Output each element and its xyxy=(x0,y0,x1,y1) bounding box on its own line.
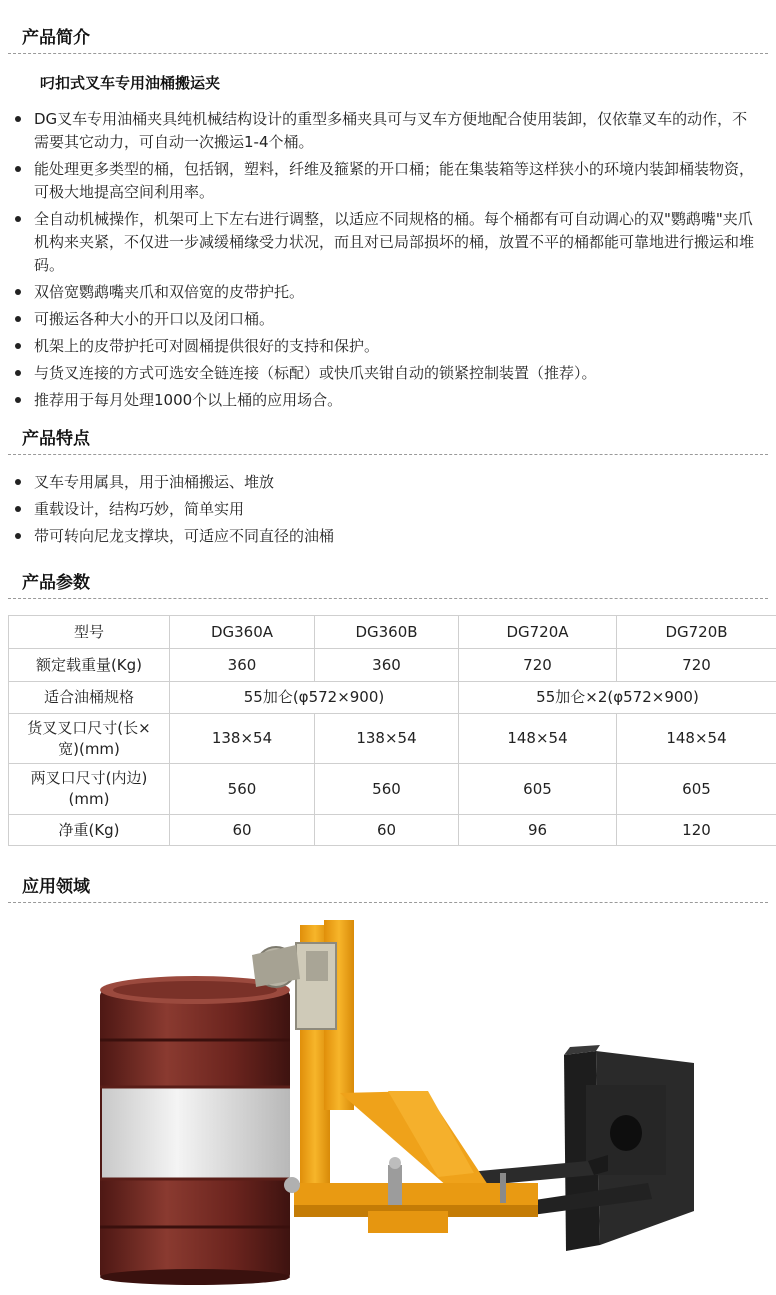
fork-cell: 138×54 xyxy=(170,714,315,764)
intro-item: 全自动机械操作，机架可上下左右进行调整，以适应不同规格的桶。每个桶都有可自动调心的双"鹦鹉嘴"夹爪机构来夹紧，不仅进一步减缓桶缘受力状况，而且对已局部损坏的桶，放置不平的桶都能可靠地进行搬运和堆码。 xyxy=(0,208,776,277)
product-subtitle: 叼扣式叉车专用油桶搬运夹 xyxy=(40,74,221,92)
intro-list xyxy=(0,108,776,412)
model-cell: DG360B xyxy=(315,616,459,649)
load-cell: 720 xyxy=(459,649,617,682)
params-table xyxy=(8,615,776,846)
oil-drum xyxy=(100,976,290,1285)
row-label-weight: 净重(Kg) xyxy=(9,815,170,846)
weight-cell: 96 xyxy=(459,815,617,846)
table-row xyxy=(9,815,776,846)
fork-cell: 148×54 xyxy=(459,714,617,764)
weight-cell: 60 xyxy=(170,815,315,846)
fork-cell: 138×54 xyxy=(315,714,459,764)
drum-spec-cell: 55加仑(φ572×900) xyxy=(170,682,459,714)
row-label-fork: 货叉叉口尺寸(长×宽)(mm) xyxy=(9,714,170,764)
table-row xyxy=(9,764,776,815)
weight-cell: 120 xyxy=(617,815,776,846)
drum-clamp-photo xyxy=(88,915,700,1285)
fork-plate xyxy=(564,1045,694,1251)
load-cell: 360 xyxy=(170,649,315,682)
weight-cell: 60 xyxy=(315,815,459,846)
intro-divider xyxy=(8,53,768,54)
intro-item: 可搬运各种大小的开口以及闭口桶。 xyxy=(0,308,776,331)
table-row xyxy=(9,682,776,714)
intro-item: 双倍宽鹦鹉嘴夹爪和双倍宽的皮带护托。 xyxy=(0,281,776,304)
spacing-cell: 560 xyxy=(170,764,315,815)
table-row xyxy=(9,649,776,682)
params-divider xyxy=(8,598,768,599)
table-row xyxy=(9,616,776,649)
feature-item: 重载设计，结构巧妙，简单实用 xyxy=(0,498,776,521)
features-divider xyxy=(8,454,768,455)
feature-item: 叉车专用属具，用于油桶搬运、堆放 xyxy=(0,471,776,494)
features-list xyxy=(0,471,776,548)
fork-cell: 148×54 xyxy=(617,714,776,764)
intro-item: 能处理更多类型的桶，包括钢，塑料，纤维及箍紧的开口桶；能在集装箱等这样狭小的环境内装卸桶装物资，可极大地提高空间利用率。 xyxy=(0,158,776,204)
model-cell: DG720B xyxy=(617,616,776,649)
spacing-cell: 605 xyxy=(459,764,617,815)
row-label-spacing: 两叉口尺寸(内边) (mm) xyxy=(9,764,170,815)
feature-item: 带可转向尼龙支撑块，可适应不同直径的油桶 xyxy=(0,525,776,548)
application-divider xyxy=(8,902,768,903)
table-row xyxy=(9,714,776,764)
intro-item: 机架上的皮带护托可对圆桶提供很好的支持和保护。 xyxy=(0,335,776,358)
intro-item: 推荐用于每月处理1000个以上桶的应用场合。 xyxy=(0,389,776,412)
load-cell: 720 xyxy=(617,649,776,682)
features-heading: 产品特点 xyxy=(22,429,90,449)
row-label-model: 型号 xyxy=(9,616,170,649)
row-label-load: 额定载重量(Kg) xyxy=(9,649,170,682)
intro-item: DG叉车专用油桶夹具纯机械结构设计的重型多桶夹具可与叉车方便地配合使用装卸，仅依靠叉车的动作，不需要其它动力，可自动一次搬运1-4个桶。 xyxy=(0,108,776,154)
spacing-cell: 605 xyxy=(617,764,776,815)
row-label-drum: 适合油桶规格 xyxy=(9,682,170,714)
application-heading: 应用领域 xyxy=(22,877,90,897)
drum-spec-cell: 55加仑×2(φ572×900) xyxy=(459,682,776,714)
model-cell: DG360A xyxy=(170,616,315,649)
intro-item: 与货叉连接的方式可选安全链连接（标配）或快爪夹钳自动的锁紧控制装置（推荐）。 xyxy=(0,362,776,385)
params-heading: 产品参数 xyxy=(22,573,90,593)
load-cell: 360 xyxy=(315,649,459,682)
spacing-cell: 560 xyxy=(315,764,459,815)
model-cell: DG720A xyxy=(459,616,617,649)
intro-heading: 产品简介 xyxy=(22,28,90,48)
